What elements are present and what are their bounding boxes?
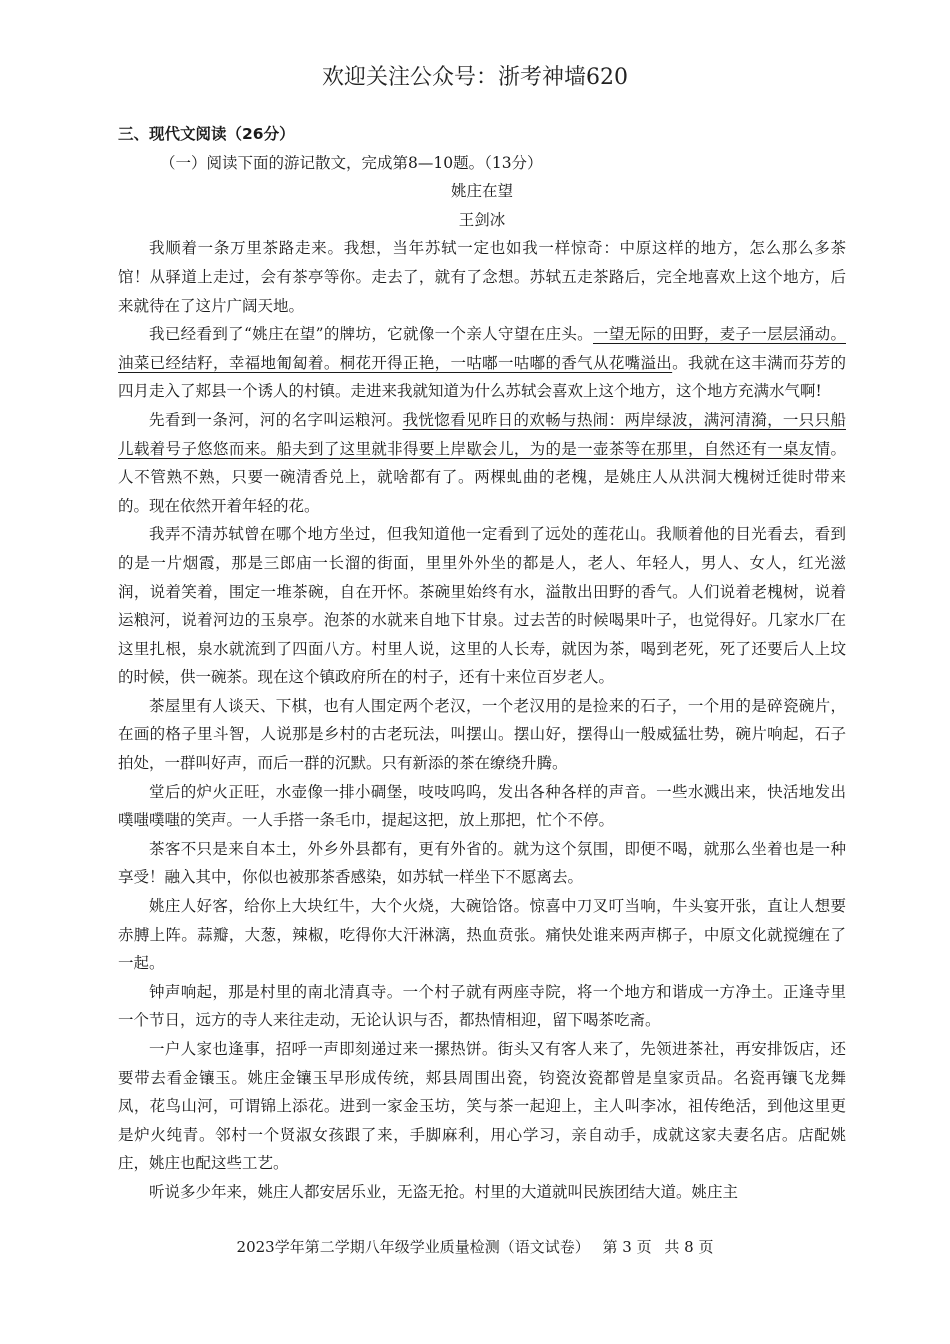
paragraph-3 (118, 406, 846, 520)
exam-name: 2023学年第二学期八年级学业质量检测（语文试卷） (236, 1238, 590, 1256)
question-instruction: （一）阅读下面的游记散文，完成第8—10题。（13分） (160, 153, 543, 172)
page-number: 第 3 页 (602, 1238, 652, 1256)
underlined-sentence-3: 船夫到了这里就非得要上岸歇会儿，为的是一壶茶等在那里，自然还有一桌友情 (276, 439, 831, 458)
paragraph-5: 茶屋里有人谈天、下棋，也有人围定两个老汉，一个老汉用的是捡来的石子，一个用的是碎瓷碗片，在画的格子里斗智，人说那是乡村的古老玩法，叫摆山。摆山好，摆得山一般威猛壮势，碗片响起，石子拍处，一群叫好声，而后一群的沉默。只有新添的茶在缭绕升腾。 (118, 696, 846, 773)
paragraph-9: 钟声响起，那是村里的南北清真寺。一个村子就有两座寺院，将一个地方和谐成一方净土。正逢寺里一个节日，远方的寺人来往走动，无论认识与否，都热情相迎，留下喝茶吃斋。 (118, 982, 846, 1030)
paragraph-11: 听说多少年来，姚庄人都安居乐业，无盗无抢。村里的大道就叫民族团结大道。姚庄主 (149, 1182, 739, 1201)
section-heading: 三、现代文阅读（26分） (118, 125, 295, 143)
article-author: 王剑冰 (458, 210, 506, 229)
paragraph-2 (118, 320, 846, 406)
article-title: 姚庄在望 (450, 182, 513, 201)
underlined-punct: 。 (260, 439, 277, 458)
page-footer (0, 1236, 950, 1257)
paragraph-2-text: 我已经看到了“姚庄在望”的牌坊，它就像一个亲人守望在庄头。 (149, 325, 593, 344)
paragraph-6: 堂后的炉火正旺，水壶像一排小碉堡，吱吱呜呜，发出各种各样的声音。一些水溅出来，快活地发出噗嗤噗嗤的笑声。一人手搭一条毛巾，提起这把，放上那把，忙个不停。 (118, 782, 846, 830)
paragraph-3-rest: 。人不管熟不熟，只要一碗清香兑上，就啥都有了。两棵虬曲的老槐，是姚庄人从洪洞大槐树迁徙时带来的。现在依然开着年轻的花。 (118, 439, 846, 515)
underlined-sentence-2: 我恍惚看见昨日的欢畅与热闹：两岸绿波，满河清漪，一只只船儿载着号子悠悠而来 (118, 410, 846, 458)
paragraph-2-rest: 。我就在这丰满而芬芳的四月走入了郏县一个诱人的村镇。走进来我就知道为什么苏轼会喜欢上这个地方，这个地方充满水气啊! (118, 353, 846, 401)
underlined-sentence-1: 一望无际的田野，麦子一层层涌动。油菜已经结籽，幸福地匍匐着。桐花开得正艳，一咕嘟一咕嘟的香气从花嘴溢出 (118, 325, 846, 372)
page-total: 共 8 页 (664, 1238, 714, 1256)
paragraph-4: 我弄不清苏轼曾在哪个地方坐过，但我知道他一定看到了远处的莲花山。我顺着他的目光看去，看到的是一片烟霞，那是三郎庙一长溜的街面，里里外外坐的都是人，老人、年轻人，男人、女人，红光滋润，说着笑着，围定一堆茶碗，自在开怀。茶碗里始终有水，溢散出田野的香气。人们说着老槐树，说着运粮河，说着河边的玉泉亭。泡茶的水就来自地下甘泉。过去苦的时候喝果叶子，也觉得好。几家水厂在这里扎根，泉水就流到了四面八方。村里人说，这里的人长寿，就因为茶，喝到老死，死了还要后人上坟的时候，供一碗茶。现在这个镇政府所在的村子，还有十来位百岁老人。 (118, 525, 846, 687)
paragraph-1: 我顺着一条万里茶路走来。我想，当年苏轼一定也如我一样惊奇：中原这样的地方，怎么那么多茶馆！从驿道上走过，会有茶亭等你。走去了，就有了念想。苏轼五走茶路后，完全地喜欢上这个地方，后来就待在了这片广阔天地。 (118, 239, 846, 315)
paragraph-7: 茶客不只是来自本土，外乡外县都有，更有外省的。就为这个氛围，即便不喝，就那么坐着也是一种享受！融入其中，你似也被那茶香感染，如苏轼一样坐下不愿离去。 (118, 839, 846, 887)
watermark-banner: 欢迎关注公众号：浙考神墙620 (322, 65, 628, 90)
paragraph-3-text: 先看到一条河，河的名字叫运粮河。 (149, 410, 403, 429)
paragraph-10: 一户人家也逢事，招呼一声即刻递过来一摞热饼。街头又有客人来了，先领进茶社，再安排饭店，还要带去看金镶玉。姚庄金镶玉早形成传统，郏县周围出瓷，钧瓷汝瓷都曾是皇家贡品。名瓷再镶飞龙舞凤，花鸟山河，可谓锦上添花。进到一家金玉坊，笑与茶一起迎上，主人叫李冰，祖传绝活，到他这里更是炉火纯青。邻村一个贤淑女孩跟了来，手脚麻利，用心学习，亲自动手，成就这家夫妻名店。店配姚庄，姚庄也配这些工艺。 (118, 1040, 846, 1173)
paragraph-8: 姚庄人好客，给你上大块红牛，大个火烧，大碗饸饹。惊喜中刀叉叮当响，牛头宴开张，直让人想要赤膊上阵。蒜瓣，大葱，辣椒，吃得你大汗淋漓，热血贲张。痛快处谁来两声梆子，中原文化就搅缠在了一起。 (118, 897, 846, 973)
reading-section (118, 120, 846, 1207)
